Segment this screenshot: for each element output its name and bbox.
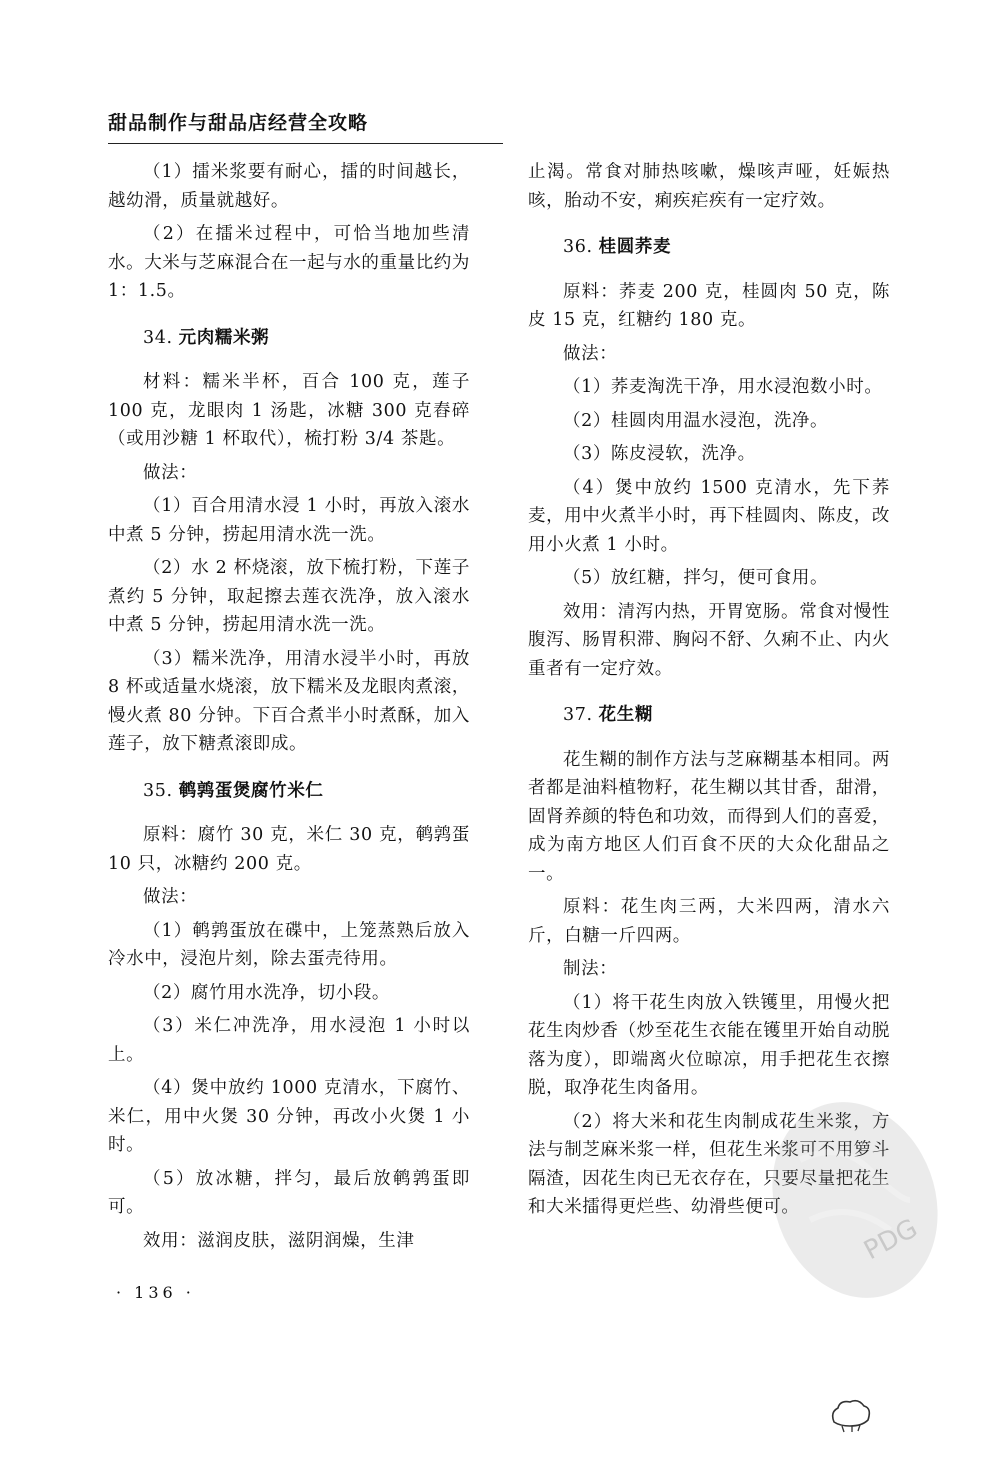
section-heading-34 xyxy=(108,324,470,353)
left-column xyxy=(108,158,470,1260)
paragraph: （2）将大米和花生肉制成花生米浆，方法与制芝麻米浆一样，但花生米浆可不用箩斗隔渣，因花生肉已无衣存在，只要尽量把花生和大米擂得更烂些、幼滑些便可。 xyxy=(528,1111,890,1217)
paragraph: （2）在擂米过程中，可恰当地加些清水。大米与芝麻混合在一起与水的重量比约为 1：1.5。 xyxy=(108,224,470,301)
paragraph: （2）水 2 杯烧滚，放下梳打粉，下莲子煮约 5 分钟，取起擦去莲衣洗净，放入滚水中煮 5 分钟，捞起用清水洗一洗。 xyxy=(108,558,470,635)
section-heading-35 xyxy=(108,777,470,806)
paragraph: （1）荞麦淘洗干净，用水浸泡数小时。 xyxy=(563,377,883,397)
paragraph: （1）鹌鹑蛋放在碟中，上笼蒸熟后放入冷水中，浸泡片刻，除去蛋壳待用。 xyxy=(108,920,470,969)
section-title: 桂圆荞麦 xyxy=(598,237,672,257)
page-number: · 136 · xyxy=(116,1283,195,1302)
paragraph: （2）腐竹用水洗净，切小段。 xyxy=(143,982,391,1003)
paragraph: （3）糯米洗净，用清水浸半小时，再放 8 杯或适量水烧滚，放下糯米及龙眼肉煮滚，慢火煮 80 分钟。下百合煮半小时煮酥，加入莲子，放下糖煮滚即成。 xyxy=(108,648,470,754)
section-title: 花生糊 xyxy=(598,705,653,725)
paragraph: （3）米仁冲洗净，用水浸泡 1 小时以上。 xyxy=(108,1016,470,1065)
section-number: 34. xyxy=(143,327,173,348)
paragraph: 止渴。常食对肺热咳嗽，燥咳声哑，妊娠热咳，胎动不安，痢疾疟疾有一定疗效。 xyxy=(528,162,890,211)
section-heading-36 xyxy=(528,233,890,262)
running-header xyxy=(108,108,503,144)
paragraph: （3）陈皮浸软，洗净。 xyxy=(563,444,756,464)
paragraph: 材料：糯米半杯，百合 100 克，莲子 100 克，龙眼肉 1 汤匙，冰糖 300 克舂碎（或用沙糖 1 杯取代），梳打粉 3/4 茶匙。 xyxy=(108,372,470,449)
paragraph: 效用：滋润皮肤，滋阴润燥，生津 xyxy=(143,1230,415,1251)
paragraph: 原料：荞麦 200 克，桂圆肉 50 克，陈皮 15 克，红糖约 180 克。 xyxy=(528,281,890,330)
paragraph: 做法： xyxy=(143,462,198,483)
section-number: 36. xyxy=(563,237,593,257)
paragraph: 效用：清泻内热，开胃宽肠。常食对慢性腹泻、肠胃积滞、胸闷不舒、久痢不止、内火重者有一定疗效。 xyxy=(528,601,890,679)
section-number: 37. xyxy=(563,705,593,725)
paragraph: 做法： xyxy=(563,343,618,364)
watermark-text: PDG xyxy=(859,1213,923,1267)
chef-hat-icon xyxy=(828,1396,874,1434)
paragraph: （5）放红糖，拌匀，便可食用。 xyxy=(563,568,829,588)
paragraph: （4）煲中放约 1500 克清水，先下荞麦，用中火煮半小时，再下桂圆肉、陈皮，改用小火煮 1 小时。 xyxy=(528,477,890,555)
paragraph: 原料：腐竹 30 克，米仁 30 克，鹌鹑蛋 10 只，冰糖约 200 克。 xyxy=(108,825,470,874)
section-number: 35. xyxy=(143,780,173,801)
section-title: 元肉糯米粥 xyxy=(178,327,270,348)
paragraph: （1）擂米浆要有耐心，擂的时间越长，越幼滑，质量就越好。 xyxy=(108,162,470,211)
section-heading-37 xyxy=(528,701,890,730)
paragraph: （1）将干花生肉放入铁镬里，用慢火把花生肉炒香（炒至花生衣能在镬里开始自动脱落为度），即端离火位晾凉，用手把花生衣擦脱，取净花生肉备用。 xyxy=(528,992,890,1098)
paragraph: （2）桂圆肉用温水浸泡，洗净。 xyxy=(563,410,829,431)
paragraph: （5）放冰糖，拌匀，最后放鹌鹑蛋即可。 xyxy=(108,1168,470,1217)
paragraph: 做法： xyxy=(143,887,198,907)
right-column xyxy=(528,158,890,1227)
paragraph: 花生糊的制作方法与芝麻糊基本相同。两者都是油料植物籽，花生糊以其甘香，甜滑，固肾养颜的特色和功效，而得到人们的喜爱，成为南方地区人们百食不厌的大众化甜品之一。 xyxy=(528,749,890,884)
paragraph: （4）煲中放约 1000 克清水，下腐竹、米仁，用中火煲 30 分钟，再改小火煲 1 小时。 xyxy=(108,1078,470,1155)
book-title: 甜品制作与甜品店经营全攻略 xyxy=(108,112,369,134)
section-title: 鹌鹑蛋煲腐竹米仁 xyxy=(178,780,324,801)
paragraph: （1）百合用清水浸 1 小时，再放入滚水中煮 5 分钟，捞起用清水洗一洗。 xyxy=(108,496,470,545)
paragraph: 制法： xyxy=(563,959,618,979)
paragraph: 原料：花生肉三两，大米四两，清水六斤，白糖一斤四两。 xyxy=(528,897,890,946)
